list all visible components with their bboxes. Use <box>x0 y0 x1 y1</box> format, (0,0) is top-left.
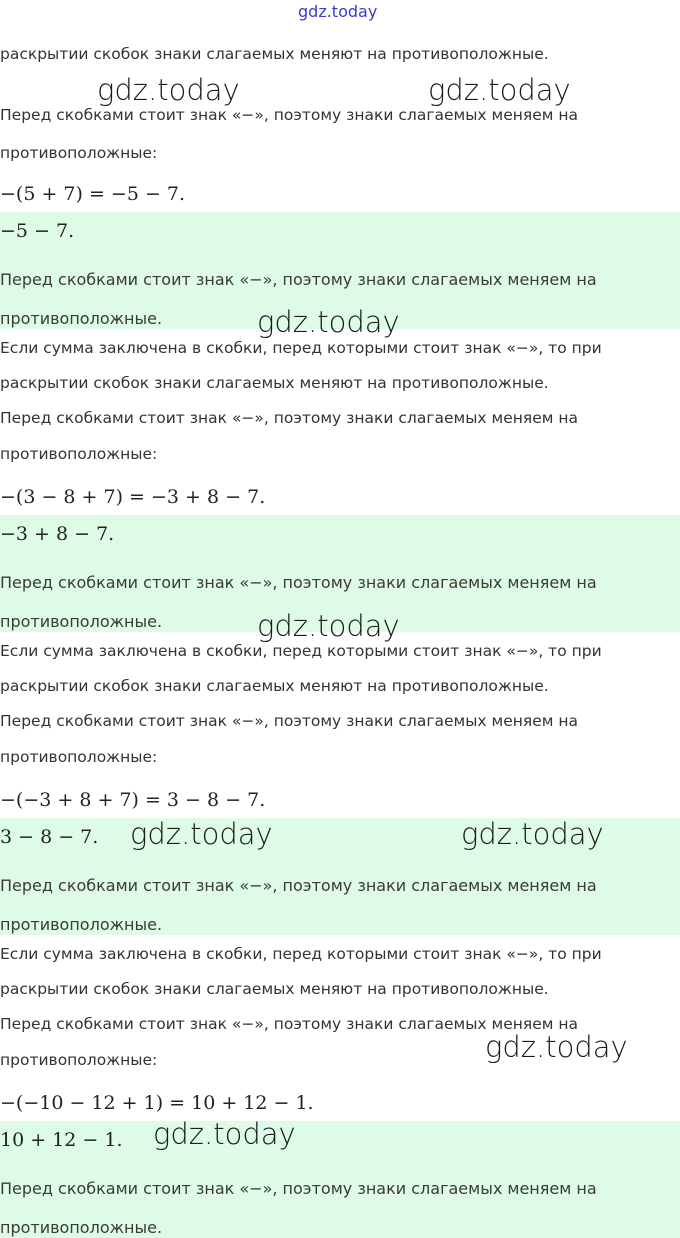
rule-line-1: Если сумма заключена в скобки, перед которыми стоит знак «−», то при <box>0 945 602 963</box>
explain-line-1: Перед скобками стоит знак «−», поэтому знаки слагаемых меняем на <box>0 409 579 427</box>
watermark: gdz.today <box>485 1030 628 1064</box>
equation: −(−3 + 8 + 7) = 3 − 8 − 7. <box>0 789 266 811</box>
rule-line-1: Если сумма заключена в скобки, перед которыми стоит знак «−», то при <box>0 339 602 357</box>
answer: −3 + 8 − 7. <box>0 523 115 545</box>
explain-line-1: Перед скобками стоит знак «−», поэтому знаки слагаемых меняем на <box>0 106 579 124</box>
watermark: gdz.today <box>130 817 273 851</box>
watermark: gdz.today <box>428 73 571 107</box>
answer-text-1: Перед скобками стоит знак «−», поэтому знаки слагаемых меняем на <box>0 876 597 895</box>
watermark: gdz.today <box>97 73 240 107</box>
answer: 10 + 12 − 1. <box>0 1129 123 1151</box>
equation: −(5 + 7) = −5 − 7. <box>0 183 186 205</box>
answer: 3 − 8 − 7. <box>0 826 99 848</box>
watermark: gdz.today <box>461 817 604 851</box>
explain-line-2: противоположные: <box>0 1051 158 1069</box>
explain-line-2: противоположные: <box>0 748 158 766</box>
answer-text-2: противоположные. <box>0 1218 163 1237</box>
intro-line: раскрытии скобок знаки слагаемых меняют на противоположные. <box>0 45 549 63</box>
watermark: gdz.today <box>257 609 400 643</box>
explain-line-1: Перед скобками стоит знак «−», поэтому знаки слагаемых меняем на <box>0 1015 579 1033</box>
top-watermark: gdz.today <box>298 2 378 21</box>
equation: −(−10 − 12 + 1) = 10 + 12 − 1. <box>0 1092 314 1114</box>
answer-text-1: Перед скобками стоит знак «−», поэтому знаки слагаемых меняем на <box>0 270 597 289</box>
explain-line-2: противоположные: <box>0 144 158 162</box>
watermark: gdz.today <box>153 1117 296 1151</box>
rule-line-2: раскрытии скобок знаки слагаемых меняют на противоположные. <box>0 374 549 392</box>
explain-line-2: противоположные: <box>0 445 158 463</box>
watermark: gdz.today <box>257 305 400 339</box>
answer: −5 − 7. <box>0 220 75 242</box>
explain-line-1: Перед скобками стоит знак «−», поэтому знаки слагаемых меняем на <box>0 712 579 730</box>
rule-line-1: Если сумма заключена в скобки, перед которыми стоит знак «−», то при <box>0 642 602 660</box>
rule-line-2: раскрытии скобок знаки слагаемых меняют на противоположные. <box>0 980 549 998</box>
rule-line-2: раскрытии скобок знаки слагаемых меняют на противоположные. <box>0 677 549 695</box>
answer-text-2: противоположные. <box>0 915 163 934</box>
answer-text-2: противоположные. <box>0 612 163 631</box>
equation: −(3 − 8 + 7) = −3 + 8 − 7. <box>0 486 266 508</box>
answer-text-1: Перед скобками стоит знак «−», поэтому знаки слагаемых меняем на <box>0 1179 597 1198</box>
answer-text-1: Перед скобками стоит знак «−», поэтому знаки слагаемых меняем на <box>0 573 597 592</box>
answer-box <box>0 1121 680 1238</box>
answer-text-2: противоположные. <box>0 309 163 328</box>
